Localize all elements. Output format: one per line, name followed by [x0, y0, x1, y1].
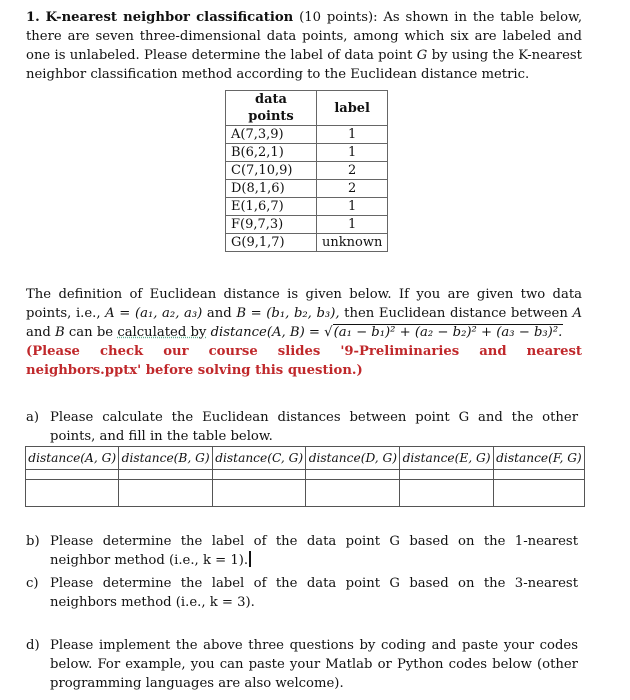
label-cell: 1 [317, 126, 388, 144]
part-c [26, 574, 578, 612]
part-c-text: Please determine the label of the data point G based on the 3-nearest neighbors method (i.e., k = 3). [50, 576, 578, 610]
question-number: 1. [26, 10, 40, 25]
question-intro-tail: by using the K-nearest neighbor classification method according to the Euclidean distance metric. [26, 48, 582, 82]
answer-row[interactable] [26, 480, 585, 507]
definition-paragraph [26, 285, 582, 380]
definition-line1: The definition of Euclidean distance is given below. If you are given two data points, i.e., [26, 287, 582, 321]
part-d-label: d) [26, 638, 40, 653]
formula-b: B = (b₁, b₂, b₃), [236, 306, 340, 321]
question-intro-line1: As shown in the table below, there are [26, 10, 583, 44]
spacer-cell [26, 470, 119, 480]
header-data-points: data points [226, 91, 317, 126]
header-label: label [317, 91, 388, 126]
label-cell: unknown [317, 234, 388, 252]
definition-and1: and [206, 306, 232, 321]
spacer-cell [212, 470, 305, 480]
question-intro-rest: seven three-dimensional data points, among which six are labeled and one is unlabeled. Please determine the label of data point [26, 29, 582, 63]
part-b-text: Please determine the label of the data point G based on the 1-nearest neighbor method (i.e., k = 1). [50, 534, 578, 568]
definition-and2: and [26, 325, 51, 340]
data-points-table [225, 90, 388, 252]
course-slides-note: (Please check our course slides '9-Preliminaries and nearest neighbors.pptx' before solving this question.) [26, 344, 582, 378]
table-row [226, 162, 388, 180]
part-a-label: a) [26, 410, 40, 425]
answer-cell-dg[interactable] [306, 480, 400, 507]
answer-cell-eg[interactable] [400, 480, 493, 507]
label-cell: 1 [317, 144, 388, 162]
table-row [226, 216, 388, 234]
table-row [226, 180, 388, 198]
definition-then: then Euclidean distance between [344, 306, 568, 321]
point-cell: B(6,2,1) [226, 144, 317, 162]
point-g-symbol: G [416, 48, 428, 63]
header-distance-fg: distance(F, G) [493, 447, 584, 470]
part-c-label: c) [26, 576, 39, 591]
definition-calc-by: calculated by [117, 325, 207, 340]
part-b-label: b) [26, 534, 40, 549]
header-distance-dg: distance(D, G) [306, 447, 400, 470]
spacer-cell [119, 470, 213, 480]
spacer-row [26, 470, 585, 480]
label-cell: 1 [317, 216, 388, 234]
header-distance-ag: distance(A, G) [26, 447, 119, 470]
question-intro [26, 8, 582, 84]
distance-table [25, 446, 585, 507]
answer-cell-fg[interactable] [493, 480, 584, 507]
header-distance-cg: distance(C, G) [212, 447, 305, 470]
point-cell: D(8,1,6) [226, 180, 317, 198]
spacer-cell [493, 470, 584, 480]
data-table-header-row [226, 91, 388, 126]
formula-distance-rhs: (a₁ − b₁)² + (a₂ − b₂)² + (a₃ − b₃)². [333, 325, 563, 340]
part-a [26, 408, 578, 446]
label-cell: 1 [317, 198, 388, 216]
question-points: (10 points): [299, 10, 378, 25]
definition-can-be: can be [68, 325, 114, 340]
spacer-cell [306, 470, 400, 480]
distance-header-row [26, 447, 585, 470]
answer-cell-bg[interactable] [119, 480, 213, 507]
point-cell: G(9,1,7) [226, 234, 317, 252]
var-a: A [572, 306, 582, 321]
part-d [26, 636, 578, 693]
part-a-text: Please calculate the Euclidean distances between point G and the other points, and fill in the table below. [50, 410, 578, 444]
point-cell: F(9,7,3) [226, 216, 317, 234]
table-row [226, 234, 388, 252]
formula-a: A = (a₁, a₂, a₃) [105, 306, 203, 321]
header-distance-eg: distance(E, G) [400, 447, 493, 470]
spacer-cell [400, 470, 493, 480]
part-b [26, 532, 578, 570]
table-row [226, 144, 388, 162]
formula-distance-lhs: distance(A, B) = √ [210, 325, 333, 340]
point-cell: E(1,6,7) [226, 198, 317, 216]
answer-cell-cg[interactable] [212, 480, 305, 507]
label-cell: 2 [317, 162, 388, 180]
table-row [226, 126, 388, 144]
header-distance-bg: distance(B, G) [119, 447, 213, 470]
answer-cell-ag[interactable] [26, 480, 119, 507]
text-cursor[interactable] [249, 551, 251, 567]
var-b: B [55, 325, 65, 340]
label-cell: 2 [317, 180, 388, 198]
question-title: K-nearest neighbor classification [45, 10, 294, 25]
table-row [226, 198, 388, 216]
point-cell: A(7,3,9) [226, 126, 317, 144]
point-cell: C(7,10,9) [226, 162, 317, 180]
part-d-text: Please implement the above three questions by coding and paste your codes below. For example, you can paste your Matlab or Python codes below (other programming languages are also welcome). [50, 638, 578, 691]
